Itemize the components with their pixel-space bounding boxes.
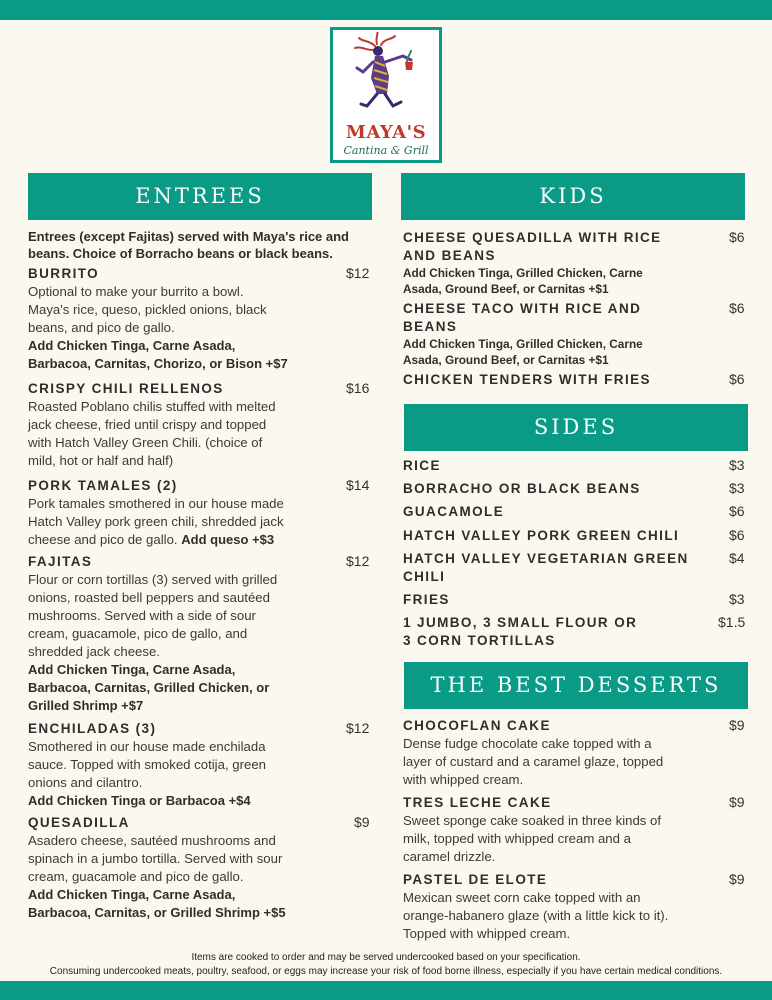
kokopelli-dancer-icon bbox=[341, 32, 431, 122]
item-name: QUESADILLA bbox=[28, 815, 130, 830]
item-name: TRES LECHE CAKE bbox=[403, 795, 552, 810]
top-color-bar bbox=[0, 0, 772, 20]
brand-tagline: Cantina & Grill bbox=[343, 144, 429, 157]
sides-section-title: SIDES bbox=[404, 404, 748, 451]
item-addon: Add Chicken Tinga, Carne Asada, Barbacoa, Carnitas, Chorizo, or Bison +$7 bbox=[28, 338, 288, 371]
item-price: $4 bbox=[729, 550, 745, 566]
menu-item-quesadilla bbox=[28, 814, 373, 922]
entrees-intro: Entrees (except Fajitas) served with Maya's rice and beans. Choice of Borracho beans or black beans. bbox=[28, 229, 350, 261]
item-price: $9 bbox=[729, 871, 745, 887]
item-addon: Add queso +$3 bbox=[181, 532, 275, 547]
bottom-color-bar bbox=[0, 981, 772, 1000]
brand-name: MAYA'S bbox=[345, 122, 427, 143]
item-price: $9 bbox=[729, 794, 745, 810]
menu-item-burrito bbox=[28, 265, 373, 373]
side-item-rice bbox=[403, 457, 748, 475]
item-name: RICE bbox=[403, 458, 441, 473]
item-price: $3 bbox=[729, 480, 745, 496]
item-price: $14 bbox=[346, 477, 370, 493]
item-price: $16 bbox=[346, 380, 370, 396]
item-name: ENCHILADAS (3) bbox=[28, 721, 157, 736]
item-name: CHOCOFLAN CAKE bbox=[403, 718, 551, 733]
item-price: $6 bbox=[729, 527, 745, 543]
item-description: Sweet sponge cake soaked in three kinds of milk, topped with whipped cream and a caramel drizzle. bbox=[403, 813, 662, 864]
dessert-item-tres-leche bbox=[403, 794, 748, 866]
item-price: $9 bbox=[354, 814, 370, 830]
side-item-pork-green-chili bbox=[403, 527, 748, 545]
kids-item-cheese-taco bbox=[403, 300, 748, 368]
kids-section-title: KIDS bbox=[401, 173, 745, 220]
item-addon: Add Chicken Tinga, Carne Asada, Barbacoa, Carnitas, Grilled Chicken, or Grilled Shrimp +$7 bbox=[28, 662, 270, 713]
item-name: PASTEL DE ELOTE bbox=[403, 872, 548, 887]
kids-item-cheese-quesadilla bbox=[403, 229, 748, 297]
item-price: $1.5 bbox=[718, 614, 746, 630]
kids-item-chicken-tenders bbox=[403, 371, 748, 389]
menu-item-fajitas bbox=[28, 553, 373, 715]
item-name: FAJITAS bbox=[28, 554, 93, 569]
item-name: PORK TAMALES (2) bbox=[28, 478, 178, 493]
item-addon: Add Chicken Tinga or Barbacoa +$4 bbox=[28, 793, 251, 808]
item-name: BORRACHO OR BLACK BEANS bbox=[403, 481, 641, 496]
item-description: Mexican sweet corn cake topped with an orange-habanero glaze (with a little kick to it). Topped with whipped cream. bbox=[403, 890, 669, 941]
item-addon: Add Chicken Tinga, Grilled Chicken, Carne Asada, Ground Beef, or Carnitas +$1 bbox=[403, 266, 643, 296]
menu-item-enchiladas bbox=[28, 720, 373, 810]
entrees-section-title: ENTREES bbox=[28, 173, 372, 220]
item-description: Smothered in our house made enchilada sauce. Topped with smoked cotija, green onions and cilantro. bbox=[28, 739, 267, 790]
side-item-guacamole bbox=[403, 503, 748, 521]
item-name: HATCH VALLEY PORK GREEN CHILI bbox=[403, 528, 680, 543]
item-price: $6 bbox=[729, 229, 745, 245]
item-price: $9 bbox=[729, 717, 745, 733]
item-price: $6 bbox=[729, 371, 745, 387]
item-name: CHICKEN TENDERS WITH FRIES bbox=[403, 372, 651, 387]
desserts-section-title: THE BEST DESSERTS bbox=[404, 662, 748, 709]
item-description: Roasted Poblano chilis stuffed with melted jack cheese, fried until crispy and topped with Hatch Valley Green Chili. (choice of mild, hot or half and half) bbox=[28, 399, 276, 468]
side-item-veg-green-chili bbox=[403, 550, 748, 586]
item-price: $12 bbox=[346, 265, 370, 281]
menu-item-chili-rellenos bbox=[28, 380, 373, 470]
item-price: $12 bbox=[346, 553, 370, 569]
footer-cooking-note: Items are cooked to order and may be served undercooked based on your specification. bbox=[191, 952, 581, 963]
side-item-fries bbox=[403, 591, 748, 609]
item-addon: Add Chicken Tinga, Carne Asada, Barbacoa, Carnitas, or Grilled Shrimp +$5 bbox=[28, 887, 286, 920]
side-item-tortillas bbox=[403, 614, 748, 650]
item-name: HATCH VALLEY VEGETARIAN GREEN CHILI bbox=[403, 551, 689, 584]
item-name: GUACAMOLE bbox=[403, 504, 505, 519]
dessert-item-chocoflan bbox=[403, 717, 748, 789]
item-price: $12 bbox=[346, 720, 370, 736]
item-description: Optional to make your burrito a bowl. Maya's rice, queso, pickled onions, black beans, and pico de gallo. bbox=[28, 284, 267, 335]
restaurant-logo bbox=[330, 27, 442, 163]
item-price: $3 bbox=[729, 591, 745, 607]
item-name: BURRITO bbox=[28, 266, 100, 281]
item-name: CHEESE TACO WITH RICE AND BEANS bbox=[403, 301, 642, 334]
menu-item-pork-tamales bbox=[28, 477, 373, 549]
item-description: Asadero cheese, sautéed mushrooms and spinach in a jumbo tortilla. Served with sour cream, guacamole and pico de gallo. bbox=[28, 833, 283, 884]
item-description: Dense fudge chocolate cake topped with a layer of custard and a caramel glaze, topped with whipped cream. bbox=[403, 736, 664, 787]
dessert-item-pastel-de-elote bbox=[403, 871, 748, 943]
side-item-beans bbox=[403, 480, 748, 498]
item-price: $3 bbox=[729, 457, 745, 473]
footer-health-warning: Consuming undercooked meats, poultry, seafood, or eggs may increase your risk of food borne illness, especially if you have certain medical conditions. bbox=[49, 966, 723, 977]
item-description: Flour or corn tortillas (3) served with grilled onions, roasted bell peppers and sautéed mushrooms. Served with a side of sour cream, guacamole, pico de gallo, and shredded jack cheese. bbox=[28, 572, 278, 659]
item-name: 1 JUMBO, 3 SMALL FLOUR OR 3 CORN TORTILLAS bbox=[403, 615, 638, 648]
item-name: CHEESE QUESADILLA WITH RICE AND BEANS bbox=[403, 230, 662, 263]
item-price: $6 bbox=[729, 503, 745, 519]
item-name: CRISPY CHILI RELLENOS bbox=[28, 381, 224, 396]
item-description: Pork tamales smothered in our house made Hatch Valley pork green chili, shredded jack cheese and pico de gallo. bbox=[28, 496, 284, 547]
item-name: FRIES bbox=[403, 592, 450, 607]
item-addon: Add Chicken Tinga, Grilled Chicken, Carne Asada, Ground Beef, or Carnitas +$1 bbox=[403, 337, 643, 367]
item-price: $6 bbox=[729, 300, 745, 316]
